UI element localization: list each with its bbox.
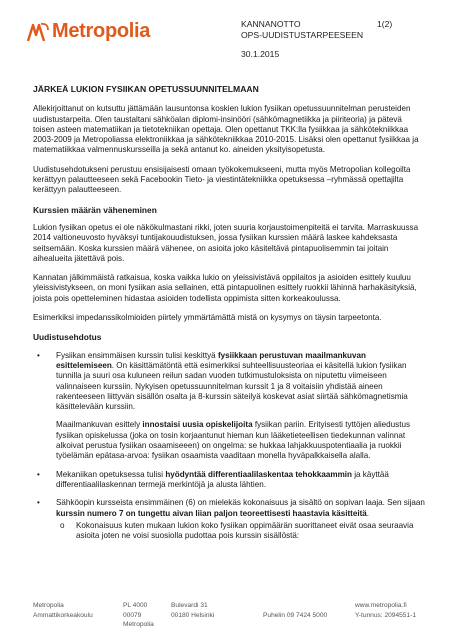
bullet-icon: • <box>37 350 40 360</box>
section-heading-proposal: Uudistusehdotus <box>33 332 102 343</box>
paragraph-intro: Allekirjoittanut on kutsuttu jättämään lausuntonsa koskien lukion fysiikan opetussuunnitelman perusteiden uudistustarpeita. Olen taustaltani sähköalan diplomi-insinööri (sähkömagnetiikka ja piiriteoria) ja pätevä toisen asteen matematiikan ja tietotekniikan opettaja. Olen opettanut TKK:lla fysiikkaa ja sähkötekniikkaa 2003-2009 ja Metropoliassa elektroniikkaa ja sähkötekniikkaa 2010-2015. Lisäksi olen opettanut fysiikkaa ja matematiikkaa valmennuskursseilla ja sekä antanut ko. aineiden yksityisopetusta. <box>33 104 419 155</box>
logo-text: Metropolia <box>52 20 151 42</box>
bullet-icon: • <box>37 469 40 479</box>
footer-row: Metropolia PL 4000 Bulevardi 31 www.metropolia.fi <box>33 601 425 611</box>
paragraph-courses-3: Esimerkiksi impedanssikolmioiden piirtely ymmärtämättä mistä on kysymys on täysin tarpeetonta. <box>33 313 382 323</box>
document-date: 30.1.2015 <box>241 49 280 59</box>
list-item <box>33 470 425 491</box>
document-title: JÄRKEÄ LUKION FYSIIKAN OPETUSSUUNNITELMAAN <box>33 84 259 94</box>
footer-row: Ammattikorkeakoulu 00079 Metropolia 00180 Helsinki Puhelin 09 7424 5000 Y-tunnus: 2094551-1 <box>33 611 416 628</box>
proposal-2-text: Mekaniikan opetuksessa tulisi hyödyntää differentiaalilaskentaa tehokkaammin ja käyttää differentiaalilaskennan termejä merkintöjä ja alusta lähtien. <box>56 469 389 489</box>
proposal-1-text: Fysiikan ensimmäisen kurssin tulisi keskittyä fysiikkaan perustuvan maailmankuvan esittelemiseen. On käsittämätöntä että esimerkiksi suhteellisuusteoriaa ei käsitellä lukion fysiikan tunnilla ja suuri osa kuluneen reilun sadan vuoden tutkimustuloksista on niputettu viimeiseen valinnaiseen kurssiin. Nykyisen opetussuunnitelman kurssit 1 ja 8 voitaisiin yhdistää aineen rakenteeseen liittyvän sisällön osalta ja 8-kurssin säteilyä koskevat asiat siirtää sähkömagnetismia käsittelevään kurssiin. <box>56 350 408 412</box>
page-footer <box>33 601 425 630</box>
document-header <box>241 19 363 41</box>
sub-list-item: o Kokonaisuus kuten mukaan lukion koko fysiikan oppimäärän suorittaneet eivät osaa seuraavia asioita joten ne voisi suosiolla pudottaa pois kurssin sisällöstä: <box>60 520 414 541</box>
circle-bullet-icon: o <box>60 520 65 530</box>
sub-list <box>56 521 425 542</box>
page-number: 1(2) <box>377 19 393 29</box>
proposal-list <box>33 351 425 542</box>
paragraph-courses-2: Kannatan jälkimmäistä ratkaisua, koska vaikka lukio on yleissivistävä oppilaitos ja asioiden esittely kuuluu yleissivistykseen, on moni fysiikan asia sellainen, että pintapuolinen esittely ruokkii lähinnä harhakäsityksiä, joista pois opetteleminen hidastaa asioiden todellista oppimista sitten korkeakoulussa. <box>33 273 417 303</box>
list-item <box>33 498 425 541</box>
metropolia-logo <box>26 20 150 43</box>
doc-type: KANNANOTTO <box>241 19 301 29</box>
proposal-3-text: Sähköopin kursseista ensimmäinen (6) on mielekäs kokonaisuus ja sisältö on sopivan laaja. Sen sijaan kurssin numero 7 on tungettu aivan liian paljon teoreettisesti haastavia käsitteitä. <box>56 498 425 518</box>
website-link[interactable]: www.metropolia.fi <box>355 602 407 609</box>
list-item <box>33 351 425 462</box>
proposal-1-text-2: Maailmankuvan esittely innostaisi uusia opiskelijoita fysiikan pariin. Erityisesti tyttöjen aliedustus fysiikan opiskelussa (joka on tosin korjaantunut hieman kun lääketieteellisen tiedekunnan valinnat alkoivat perustua fysiikan osaamiseeen) on ongelma: se hukkaa lahjakkuuspotentiaalia ja ruokkii työelämän epätasa-arvoa: fysiikan osaamista vaaditaan monella hyväpalkkaisella alalla. <box>56 420 411 461</box>
metropolia-logo-icon <box>26 21 50 43</box>
bullet-icon: • <box>37 498 40 508</box>
doc-subject: OPS-UUDISTUSTARPEESEEN <box>241 30 364 40</box>
document-body <box>33 84 425 549</box>
section-heading-courses: Kurssien määrän väheneminen <box>33 204 157 215</box>
paragraph-courses-1: Lukion fysiikan opetus ei ole näkökulmastani rikki, joten suuria korjaustoimenpiteitä ei tarvita. Marraskuussa 2014 valtioneuvosto hyväksyi tuntijakouudistuksen, jossa fysiikan kurssien määrä laskee kahdeksasta seitsemään. Koska kurssien määrä vähenee, on asioita joko käsiteltävä pintapuolisemmin tai joitain aihealueita jätettävä pois. <box>33 222 419 263</box>
paragraph-basis: Uudistusehdotukseni perustuu ensisijaisesti omaan työkokemukseeni, mutta myös Metropolian kollegoilta kerättyyn palautteeseen sekä Facebookin Tieto- ja viestintätekniikka opetuksessa –ryhmässä opettajilta kerättyyn palautteeseen. <box>33 164 411 195</box>
